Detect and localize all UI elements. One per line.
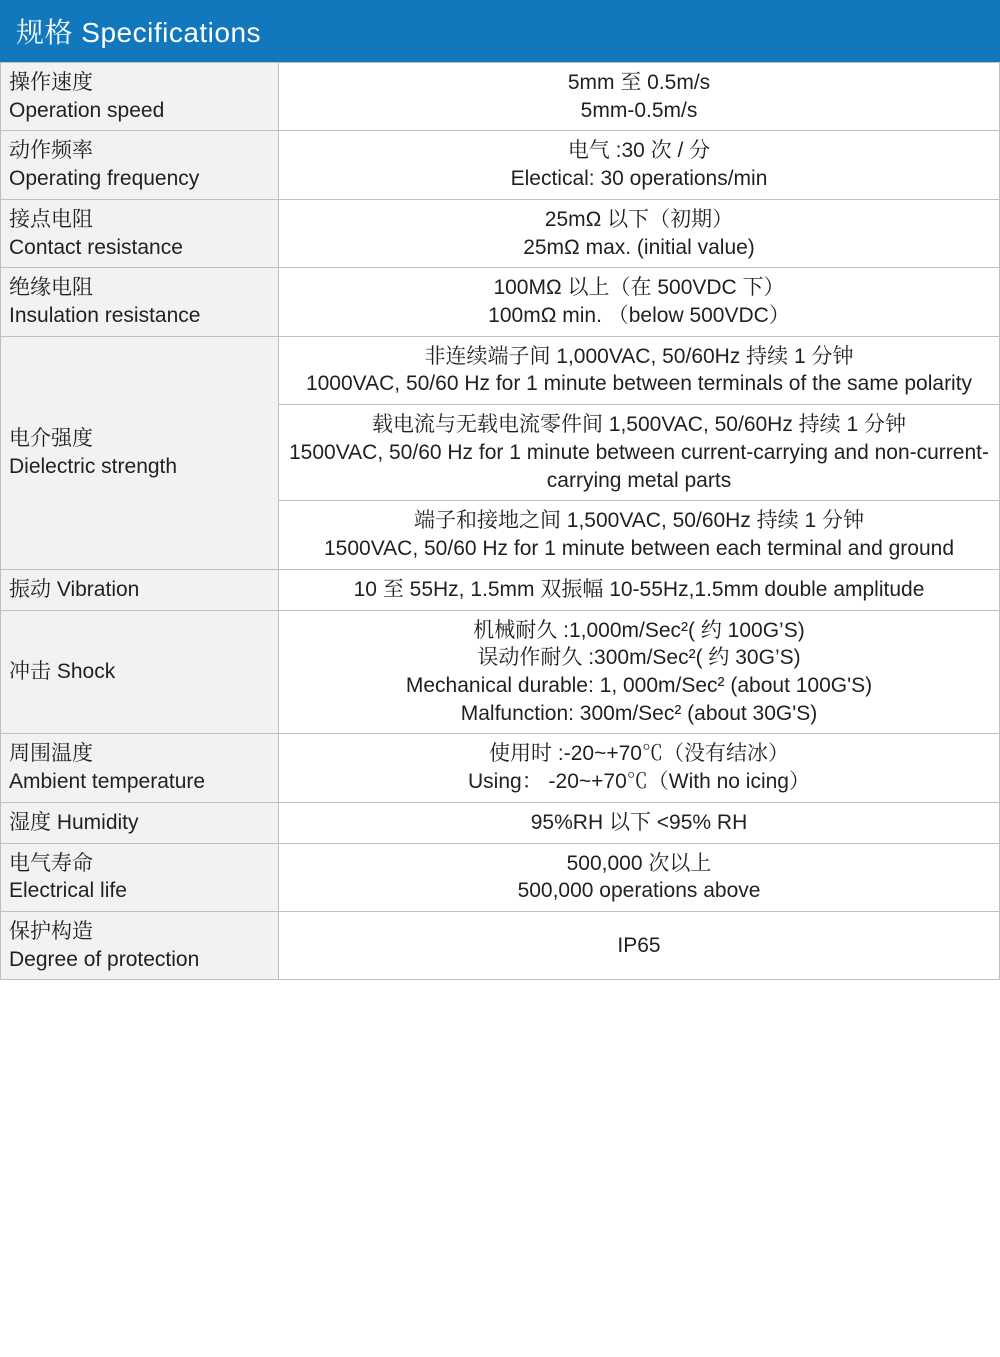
row-label	[1, 336, 279, 569]
value-line: 载电流与无载电流零件间 1,500VAC, 50/60Hz 持续 1 分钟	[371, 413, 907, 437]
row-label	[1, 268, 279, 336]
row-label	[1, 843, 279, 911]
row-label-en: Contact resistance	[9, 235, 183, 259]
row-value	[279, 802, 1000, 843]
value-line: 10 至 55Hz, 1.5mm 双振幅 10-55Hz,1.5mm double amplitude	[353, 577, 925, 601]
row-value	[279, 501, 1000, 569]
row-value	[279, 268, 1000, 336]
value-line: 误动作耐久 :300m/Sec²( 约 30G’S)	[477, 646, 801, 670]
row-label	[1, 610, 279, 734]
row-value	[279, 911, 1000, 979]
table-row	[1, 63, 1000, 131]
value-line: 端子和接地之间 1,500VAC, 50/60Hz 持续 1 分钟	[413, 509, 865, 533]
row-label	[1, 734, 279, 802]
row-label	[1, 569, 279, 610]
value-line: 1000VAC, 50/60 Hz for 1 minute between terminals of the same polarity	[305, 372, 973, 396]
table-row	[1, 131, 1000, 199]
row-label	[1, 199, 279, 267]
value-line: 95%RH 以下 <95% RH	[530, 810, 748, 834]
value-line: 1500VAC, 50/60 Hz for 1 minute between current-carrying and non-current-carrying metal parts	[289, 440, 989, 492]
value-line: Mechanical durable: 1, 000m/Sec² (about 100G'S)	[405, 673, 873, 697]
table-row	[1, 199, 1000, 267]
row-label-cn: 动作频率	[9, 139, 93, 163]
row-value	[279, 843, 1000, 911]
row-label-cn: 振动 Vibration	[9, 577, 140, 601]
row-label	[1, 131, 279, 199]
page-header	[0, 0, 1000, 62]
row-label-cn: 周围温度	[9, 742, 93, 766]
row-label-cn: 湿度 Humidity	[9, 810, 139, 834]
value-line: 机械耐久 :1,000m/Sec²( 约 100G’S)	[473, 618, 805, 642]
value-line: 500,000 次以上	[566, 851, 712, 875]
row-label-en: Operating frequency	[9, 167, 200, 191]
value-line: 100mΩ min. （below 500VDC）	[488, 304, 790, 328]
value-line: 使用时 :-20~+70℃（没有结冰）	[489, 742, 789, 766]
row-label	[1, 911, 279, 979]
row-value	[279, 199, 1000, 267]
row-value	[279, 405, 1000, 501]
table-row	[1, 843, 1000, 911]
row-label-en: Dielectric strength	[9, 454, 178, 478]
table-row	[1, 569, 1000, 610]
value-line: 5mm 至 0.5m/s	[567, 71, 711, 94]
table-row	[1, 911, 1000, 979]
value-line: Using： -20~+70℃（With no icing）	[468, 770, 810, 794]
row-label-en: Degree of protection	[9, 947, 200, 971]
table-row	[1, 734, 1000, 802]
row-label	[1, 63, 279, 131]
value-line: Electical: 30 operations/min	[510, 167, 768, 191]
value-line: 电气 :30 次 / 分	[567, 139, 711, 163]
table-row	[1, 610, 1000, 734]
value-line: 1500VAC, 50/60 Hz for 1 minute between each terminal and ground	[324, 537, 954, 561]
value-line: 25mΩ 以下（初期）	[544, 207, 734, 231]
specifications-table-wrapper	[0, 62, 1000, 980]
value-line: Malfunction: 300m/Sec² (about 30G'S)	[460, 701, 818, 725]
specifications-table	[0, 62, 1000, 980]
row-value	[279, 63, 1000, 131]
row-value	[279, 610, 1000, 734]
row-value	[279, 569, 1000, 610]
value-line: 100MΩ 以上（在 500VDC 下）	[493, 276, 785, 300]
table-row	[1, 268, 1000, 336]
value-line: 500,000 operations above	[517, 879, 761, 903]
row-label-cn: 操作速度	[9, 71, 93, 94]
row-label-en: Operation speed	[9, 98, 165, 122]
row-label-cn: 电介强度	[9, 427, 93, 451]
page-title: 规格 Specifications	[16, 17, 262, 48]
value-line: 5mm-0.5m/s	[580, 98, 698, 122]
row-label-en: Insulation resistance	[9, 304, 201, 328]
value-line: 非连续端子间 1,000VAC, 50/60Hz 持续 1 分钟	[424, 344, 854, 368]
row-label-en: Electrical life	[9, 879, 127, 903]
row-value	[279, 734, 1000, 802]
row-value	[279, 131, 1000, 199]
row-label-cn: 接点电阻	[9, 207, 93, 231]
value-line: IP65	[617, 933, 661, 957]
row-value	[279, 336, 1000, 404]
row-label-cn: 电气寿命	[9, 851, 93, 875]
row-label-cn: 绝缘电阻	[9, 276, 93, 300]
table-row	[1, 802, 1000, 843]
row-label-cn: 冲击 Shock	[9, 660, 116, 684]
table-row	[1, 336, 1000, 404]
row-label	[1, 802, 279, 843]
row-label-en: Ambient temperature	[9, 770, 206, 794]
value-line: 25mΩ max. (initial value)	[523, 235, 755, 259]
row-label-cn: 保护构造	[9, 919, 93, 943]
